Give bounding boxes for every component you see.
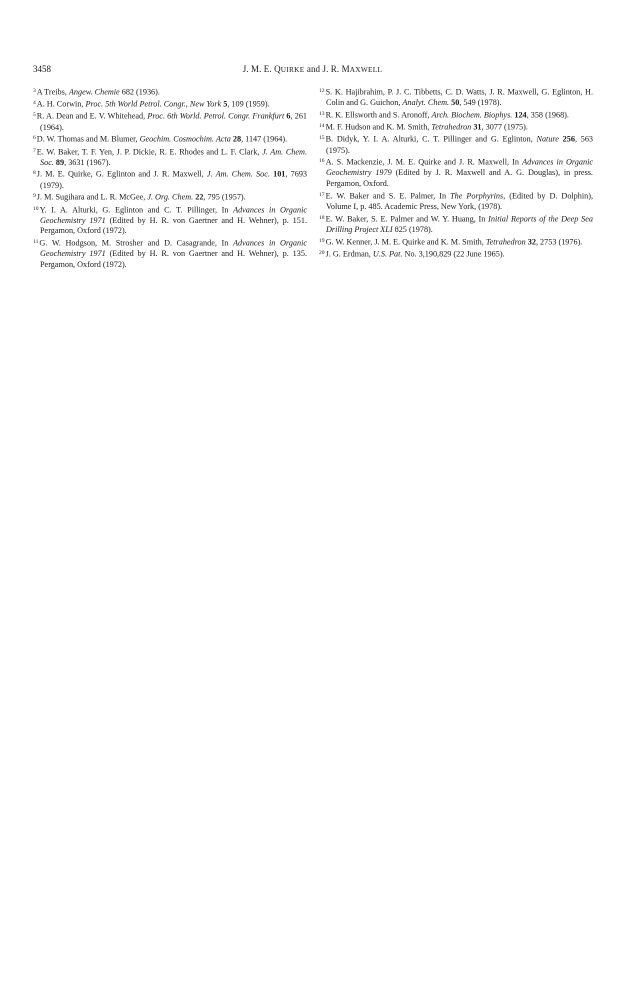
reference-entry (33, 168, 307, 191)
reference-number: 6 (33, 135, 36, 142)
reference-text: D. W. Thomas and M. Blumer, (36, 134, 140, 144)
reference-text: , 261 (1964). (40, 111, 308, 132)
reference-entry (33, 133, 307, 145)
reference-text: G. W. Kenner, J. M. E. Quirke and K. M. Smith, (325, 237, 486, 247)
reference-text: 825 (1978). (392, 224, 433, 234)
reference-source: Tetrahedron (485, 237, 526, 247)
running-head-smallcaps: AXWELL (349, 65, 383, 74)
reference-text: , 3077 (1975). (481, 122, 528, 132)
reference-text: R. A. Dean and E. V. Whitehead, (36, 111, 148, 121)
reference-text: A. S. Mackenzie, J. M. E. Quirke and J. R. Maxwell, In (325, 157, 523, 167)
running-head-smallcaps: UIRKE (280, 65, 305, 74)
reference-entry (33, 86, 307, 98)
reference-entry (319, 213, 593, 236)
reference-source: J. Org. Chem. (147, 192, 194, 202)
reference-source: Nature (536, 134, 559, 144)
reference-number: 14 (319, 123, 325, 130)
reference-entry (33, 110, 307, 133)
reference-text: J. M. E. Quirke, G. Eglinton and J. R. Maxwell, (36, 169, 207, 179)
reference-number: 19 (319, 237, 325, 244)
reference-entry (319, 156, 593, 190)
references-left-column (33, 86, 307, 271)
reference-source: J. Am. Chem. Soc. (206, 169, 270, 179)
reference-source: Analyt. Chem. (402, 98, 450, 108)
references-right-column (319, 86, 593, 260)
reference-source: Initial Reports of the Deep Sea Drilling Project XLI (326, 214, 593, 234)
reference-text: J. M. Sugihara and L. R. McGee, (36, 192, 148, 202)
running-head-part: J. M. E. Q (242, 64, 281, 74)
reference-number: 16 (319, 158, 325, 165)
reference-number: 11 (33, 239, 39, 246)
reference-source: Advances in Organic Geochemistry 1971 (40, 205, 307, 225)
reference-volume: 22 (193, 192, 204, 202)
reference-text: E. W. Baker and S. E. Palmer, In (325, 191, 451, 201)
reference-text: (Edited by H. R. von Gaertner and H. Wehner), p. 135. Pergamon, Oxford (1972). (40, 249, 307, 270)
reference-entry (319, 236, 593, 248)
reference-number: 20 (319, 249, 325, 256)
reference-number: 12 (319, 88, 325, 94)
reference-number: 17 (319, 191, 325, 198)
reference-text: , 795 (1957). (203, 192, 246, 202)
reference-text: , 7693 (1979). (40, 169, 308, 190)
reference-number: 8 (33, 170, 36, 177)
reference-entry (33, 237, 307, 271)
reference-text: Y. I. A. Alturki, G. Eglinton and C. T. Pillinger, In (39, 205, 234, 215)
reference-volume: 6 (284, 111, 291, 121)
reference-entry (319, 248, 593, 260)
reference-number: 9 (33, 193, 36, 200)
reference-source: The Porphyrins (450, 191, 504, 201)
reference-volume: 101 (269, 169, 286, 179)
reference-volume: 124 (512, 110, 527, 120)
reference-volume: 256 (558, 134, 575, 144)
reference-source: Proc. 6th World. Petrol. Congr. Frankfurt (147, 111, 285, 121)
reference-text: E. W. Baker, T. F. Yen, J. P. Dickie, R. E. Rhodes and L. F. Clark, (36, 147, 263, 157)
reference-text: , 1147 (1964). (241, 134, 288, 144)
reference-entry (33, 204, 307, 238)
reference-text: , 2753 (1976). (535, 237, 583, 247)
reference-entry (33, 191, 307, 203)
reference-text: (Edited by J. R. Maxwell and A. G. Douglas), in press. Pergamon, Oxford. (326, 168, 593, 189)
reference-text: (Edited by H. R. von Gaertner and H. Wehner), p. 151. Pergamon, Oxford (1972). (40, 215, 307, 236)
reference-text: M. F. Hudson and K. M. Smith, (325, 122, 432, 132)
reference-entry (319, 121, 593, 133)
reference-text: R. K. Ellsworth and S. Aronoff, (325, 110, 432, 120)
reference-volume: 50 (449, 98, 460, 108)
reference-text: , 3631 (1967). (64, 157, 111, 167)
reference-source: Advances in Organic Geochemistry 1971 (40, 238, 307, 259)
reference-source: Angew. Chemie (68, 87, 120, 97)
reference-text: , (Edited by D. Dolphin), Volume I, p. 485. Academic Press, New York, (1978). (326, 191, 594, 212)
reference-entry (33, 98, 307, 110)
reference-entry (319, 109, 593, 121)
reference-volume: 5 (221, 99, 228, 109)
running-head-part: and J. R. M (304, 64, 350, 74)
reference-text: , 549 (1978). (459, 98, 502, 108)
reference-number: 3 (33, 88, 36, 94)
reference-number: 7 (33, 147, 36, 154)
reference-number: 15 (319, 135, 325, 142)
reference-number: 10 (33, 205, 39, 212)
reference-source: Advances in Organic Geochemistry 1979 (326, 157, 593, 178)
reference-entry (319, 86, 593, 109)
reference-number: 18 (319, 214, 325, 221)
reference-volume: 32 (525, 237, 536, 247)
reference-volume: 31 (471, 122, 482, 132)
reference-text: A. H. Corwin, (36, 99, 86, 109)
reference-source: Proc. 5th World Petrol. Congr., New York (85, 99, 222, 109)
reference-entry (33, 146, 307, 169)
page-number: 3458 (33, 64, 51, 74)
reference-volume: 89 (53, 157, 65, 167)
reference-number: 13 (319, 110, 325, 117)
reference-source: Geochim. Cosmochim. Acta (139, 134, 231, 144)
running-head (0, 64, 625, 74)
reference-text: J. G. Erdman, (325, 249, 373, 259)
reference-source: Arch. Biochem. Biophys. (431, 110, 513, 120)
reference-entry (319, 133, 593, 156)
reference-text: S. K. Hajibrahim, P. J. C. Tibbetts, C. D. Watts, J. R. Maxwell, G. Eglinton, H. Colin and G. Guichon, (325, 87, 593, 108)
reference-text: , 563 (1975). (326, 134, 594, 155)
reference-text: G. W. Hodgson, M. Strosher and D. Casagrande, In (39, 238, 233, 248)
reference-text: , 109 (1959). (227, 99, 270, 109)
reference-number: 5 (33, 112, 36, 119)
reference-text: 682 (1936). (119, 87, 160, 97)
reference-entry (319, 190, 593, 213)
reference-source: Tetrahedron (431, 122, 472, 132)
reference-text: No. 3,190,829 (22 June 1965). (402, 249, 505, 259)
reference-text: B. Didyk, Y. I. A. Alturki, C. T. Pillinger and G. Eglinton, (325, 134, 537, 144)
reference-volume: 28 (230, 134, 242, 144)
reference-text: , 358 (1968). (526, 110, 569, 120)
reference-number: 4 (33, 100, 36, 107)
reference-source: J. Am. Chem. Soc. (40, 147, 307, 167)
reference-text: E. W. Baker, S. E. Palmer and W. Y. Huang, In (325, 214, 489, 224)
reference-source: U.S. Pat. (372, 249, 403, 259)
reference-text: A Treibs, (36, 87, 69, 97)
